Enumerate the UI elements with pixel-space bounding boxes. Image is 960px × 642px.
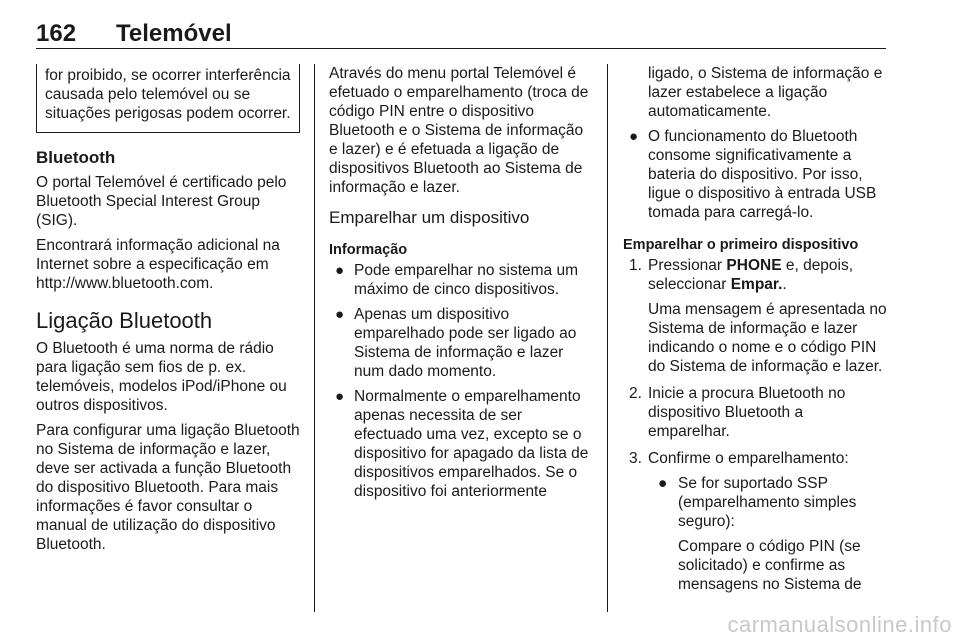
pairing-steps [623, 256, 887, 594]
step-text: Uma mensagem é apresentada no Sistema de informação e lazer indicando o nome e o código PIN do Sistema de informação e lazer. [648, 301, 887, 375]
step-text [648, 256, 887, 294]
bullet-icon: ● [335, 262, 345, 279]
section-heading-ligacao: Ligação Bluetooth [36, 308, 213, 333]
step-number: 3. [629, 450, 642, 467]
column-1 [36, 64, 300, 560]
page-title: Telemóvel [116, 20, 232, 47]
list-item [329, 387, 593, 501]
column-divider [607, 64, 608, 612]
list-item [648, 474, 887, 594]
bullet-icon: ● [658, 475, 668, 492]
paragraph: O Bluetooth é uma norma de rádio para ligação sem fios de p. ex. telemóveis, modelos iPod/iPhone ou outros dispositivos. [36, 340, 287, 414]
warning-text: for proibido, se ocorrer interferência causada pelo telemóvel ou se situações perigosas podem ocorrer. [45, 67, 291, 122]
info-bullet-list [329, 261, 593, 501]
paragraph: Para configurar uma ligação Bluetooth no Sistema de informação e lazer, deve ser activada a função Bluetooth do dispositivo Bluetooth. Para mais informações é favor consultar o manual de utilização do dispositivo Bluetooth. [36, 422, 300, 553]
step-text-part: Pressionar [648, 257, 727, 274]
phone-button-label: PHONE [726, 257, 782, 274]
column-divider [314, 64, 315, 612]
step-number: 1. [629, 257, 642, 274]
subsection-heading-pair: Emparelhar um dispositivo [329, 208, 530, 227]
step-text: Confirme o emparelhamento: [648, 450, 849, 467]
list-item-text: Compare o código PIN (se solicitado) e confirme as mensagens no Sistema de [678, 538, 862, 593]
column-2 [329, 64, 593, 507]
bullet-icon: ● [335, 306, 345, 323]
list-item-text: Normalmente o emparelhamento apenas necessita de ser efectuado uma vez, excepto se o dispositivo for apagado da lista de dispositivos emparelhados. Se o dispositivo foi anteriormente [354, 388, 589, 500]
step-item [623, 449, 887, 594]
warning-box [36, 64, 300, 133]
section-heading-bluetooth: Bluetooth [36, 148, 116, 167]
empar-menu-label: Empar. [730, 276, 783, 293]
paragraph: O portal Telemóvel é certificado pelo Bluetooth Special Interest Group (SIG). [36, 174, 287, 229]
page-header [36, 10, 886, 49]
list-item-text: Se for suportado SSP (emparelhamento simples seguro): [678, 475, 857, 530]
list-item [329, 261, 593, 299]
step-text-part: . [782, 276, 787, 293]
watermark: carmanualsonline.info [727, 612, 952, 637]
list-item-text: Pode emparelhar no sistema um máximo de cinco dispositivos. [354, 262, 579, 298]
power-bullet-list [623, 127, 887, 222]
column-3 [623, 64, 887, 602]
info-heading: Informação [329, 242, 408, 258]
step-item [623, 256, 887, 376]
list-item-text: Apenas um dispositivo emparelhado pode ser ligado ao Sistema de informação e lazer num dado momento. [354, 306, 577, 380]
paragraph: Encontrará informação adicional na Internet sobre a especificação em http://www.bluetooth.com. [36, 237, 280, 292]
step-text: Inicie a procura Bluetooth no dispositivo Bluetooth a emparelhar. [648, 385, 846, 440]
first-pair-heading: Emparelhar o primeiro dispositivo [623, 237, 859, 253]
step-text-part: e, depois, seleccionar [648, 257, 854, 293]
step-item [623, 384, 887, 441]
bullet-continuation: ligado, o Sistema de informação e lazer estabelece a ligação automaticamente. [648, 65, 883, 120]
ssp-bullet-list [648, 474, 887, 594]
bullet-icon: ● [629, 128, 639, 145]
list-item [623, 127, 887, 222]
list-item-text: O funcionamento do Bluetooth consome significativamente a bateria do dispositivo. Por isso, ligue o dispositivo à entrada USB tomada para carregá-lo. [648, 128, 877, 221]
step-number: 2. [629, 385, 642, 402]
list-item [329, 305, 593, 381]
page-number: 162 [36, 20, 77, 47]
bullet-icon: ● [335, 388, 345, 405]
paragraph: Através do menu portal Telemóvel é efetuado o emparelhamento (troca de código PIN entre o dispositivo Bluetooth e o Sistema de informação e lazer) e é efetuada a ligação de dispositivos Bluetooth ao Sistema de informação e lazer. [329, 65, 589, 196]
